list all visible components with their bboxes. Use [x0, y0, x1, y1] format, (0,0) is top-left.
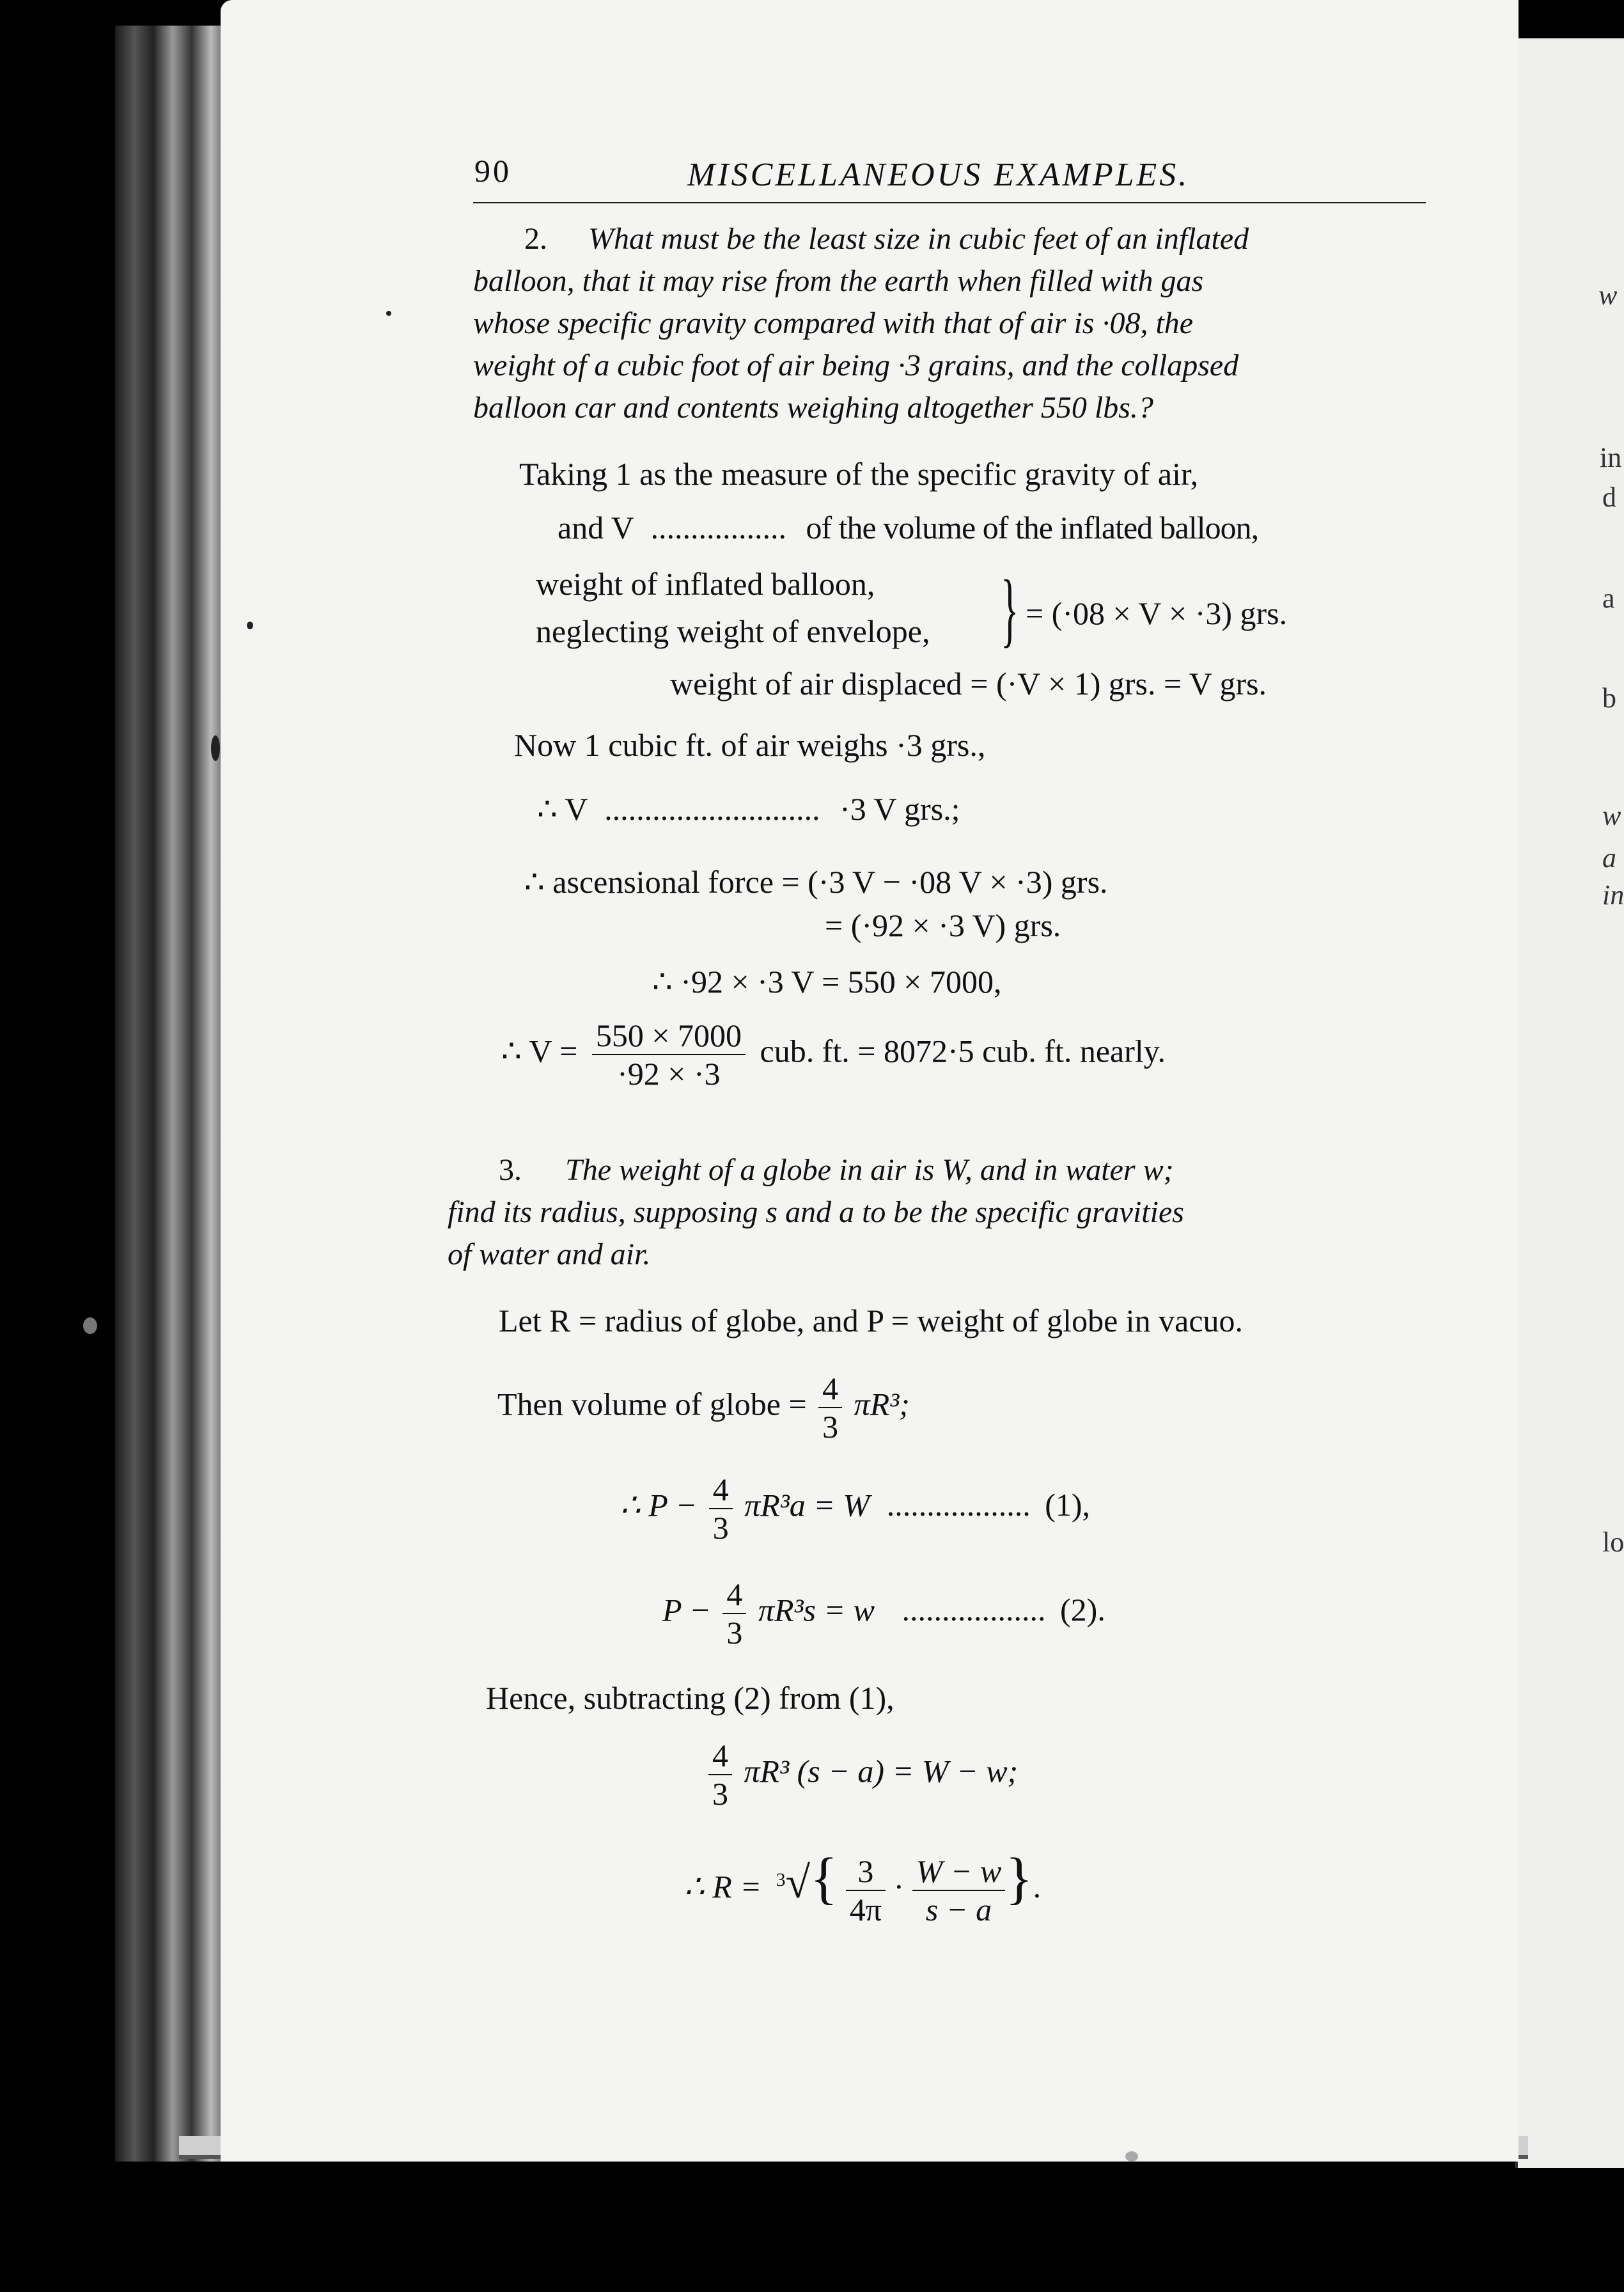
volume-result: cub. ft. = 8072·5 cub. ft. nearly. — [760, 1033, 1166, 1069]
fraction-denominator: 3 — [726, 1615, 743, 1651]
example2-solution-line10: ∴ ·92 × ·3 V = 550 × 7000, — [652, 964, 1002, 1000]
example2-question-line5: balloon car and contents weighing altogether 550 lbs.? — [473, 391, 1153, 425]
example3-number: 3. — [499, 1153, 522, 1187]
scan-speck — [247, 622, 253, 629]
running-title: MISCELLANEOUS EXAMPLES. — [687, 157, 1190, 193]
example2-solution-line4: neglecting weight of envelope, — [536, 613, 930, 649]
facing-page-edge — [1515, 38, 1624, 2168]
fraction-numerator: 550 × 7000 — [592, 1017, 746, 1055]
example3-equation-2 — [662, 1576, 1105, 1651]
margin-fragment: b — [1602, 682, 1616, 714]
fraction-numerator: 4 — [709, 1471, 733, 1509]
fraction-numerator: W − w — [912, 1853, 1006, 1891]
equation2-rhs: πR³s = w — [758, 1592, 875, 1628]
margin-fragment: in — [1602, 879, 1624, 911]
example2-solution-line8: ∴ ascensional force = (·3 V − ·08 V × ·3) grs. — [524, 864, 1108, 900]
product-dot: · — [893, 1869, 912, 1904]
four-thirds-fraction — [709, 1471, 733, 1546]
example3-solution-line6 — [708, 1737, 1018, 1812]
example2-solution-line5: weight of air displaced = (·V × 1) grs. = V grs. — [670, 666, 1267, 702]
cube-root-index: 3 — [776, 1869, 786, 1891]
therefore-v: ∴ V — [537, 791, 588, 827]
leader-dots: .................. — [886, 1487, 1031, 1523]
fraction-numerator: 4 — [818, 1370, 842, 1408]
margin-fragment: d — [1602, 482, 1616, 513]
equation2-label: (2). — [1060, 1592, 1105, 1628]
weight-result: ·3 V grs.; — [839, 791, 960, 827]
radical-sign-icon: √ — [785, 1858, 811, 1908]
example3-question-line2: find its radius, supposing s and a to be the specific gravities — [448, 1195, 1184, 1229]
therefore-v-equals: ∴ V = — [501, 1033, 578, 1069]
margin-fragment: a — [1602, 583, 1615, 614]
example3-question-line3: of water and air. — [448, 1237, 651, 1271]
equation1-lhs: ∴ P − — [620, 1487, 698, 1523]
example2-solution-line11 — [501, 1017, 1166, 1092]
scan-speck — [386, 311, 391, 316]
example2-question-line3: whose specific gravity compared with that of air is ·08, the — [473, 306, 1194, 340]
header-rule — [473, 202, 1426, 203]
example2-question-line2: balloon, that it may rise from the earth when filled with gas — [473, 264, 1204, 298]
example3-solution-line1: Let R = radius of globe, and P = weight of globe in vacuo. — [499, 1303, 1244, 1338]
three-over-four-pi — [846, 1853, 886, 1928]
weight-difference-fraction — [912, 1853, 1006, 1928]
fraction-numerator: 4 — [708, 1737, 732, 1775]
leader-dots: ................. — [650, 510, 786, 546]
example2-solution-line34-rhs: = (·08 × V × ·3) grs. — [1026, 595, 1288, 631]
example3-solution-line5: Hence, subtracting (2) from (1), — [486, 1680, 894, 1716]
margin-fragment: in — [1600, 442, 1622, 473]
and-v: and V — [558, 510, 634, 546]
fraction-denominator: 3 — [822, 1409, 839, 1445]
four-thirds-fraction — [722, 1576, 746, 1651]
volume-expression: πR³; — [854, 1386, 910, 1422]
fraction-denominator: 3 — [712, 1776, 728, 1812]
example3-question-line1: The weight of a globe in air is W, and in water w; — [565, 1153, 1174, 1187]
volume-fraction — [592, 1017, 746, 1092]
example3-solution-line7: ∴ R = $^3$√{ $\frac{3}{4\pi}$ · $\frac{W - w}{s - a}$ }. — [684, 1847, 1042, 1927]
example2-question-line4: weight of a cubic foot of air being ·3 grains, and the collapsed — [473, 349, 1239, 382]
margin-fragment: a — [1602, 842, 1616, 874]
scan-speck — [83, 1317, 97, 1334]
margin-fragment: w — [1602, 800, 1621, 831]
difference-equation: πR³ (s − a) = W − w; — [744, 1753, 1019, 1789]
volume-definition: of the volume of the inflated balloon, — [806, 510, 1259, 546]
right-brace: } — [1005, 1847, 1033, 1910]
radius-lhs: ∴ R = — [684, 1869, 762, 1904]
example2-solution-line9: = (·92 × ·3 V) grs. — [825, 907, 1061, 943]
fraction-denominator: 3 — [712, 1510, 729, 1546]
right-brace: } — [1001, 563, 1019, 655]
example2-solution-line7 — [537, 790, 960, 828]
fraction-numerator: 3 — [846, 1853, 886, 1891]
margin-fragment: lo — [1602, 1527, 1624, 1558]
example2-number: 2. — [524, 222, 547, 256]
fraction-denominator: ·92 × ·3 — [617, 1056, 721, 1092]
equation2-lhs: P − — [662, 1592, 711, 1628]
fraction-numerator: 4 — [722, 1576, 746, 1614]
volume-label: Then volume of globe = — [497, 1386, 807, 1422]
left-brace: { — [810, 1847, 838, 1910]
example2-solution-line2-start — [558, 509, 1258, 546]
equation1-label: (1), — [1045, 1487, 1090, 1523]
page-number: 90 — [474, 153, 511, 189]
four-thirds-fraction — [708, 1737, 732, 1812]
example2-solution-line6: Now 1 cubic ft. of air weighs ·3 grs., — [514, 727, 986, 763]
margin-fragment: w — [1598, 279, 1618, 311]
equation1-rhs: πR³a = W — [744, 1487, 870, 1523]
leader-dots: .................. — [902, 1592, 1046, 1628]
scan-speck — [211, 735, 220, 761]
fraction-denominator: 4π — [849, 1891, 882, 1927]
four-thirds-fraction — [818, 1370, 842, 1445]
example2-question-line1: What must be the least size in cubic feet of an inflated — [588, 222, 1249, 256]
example2-solution-line3: weight of inflated balloon, — [536, 566, 875, 602]
leader-dots: ........................... — [604, 791, 820, 827]
fraction-denominator: s − a — [925, 1891, 992, 1927]
example3-solution-line2 — [497, 1370, 910, 1445]
example2-solution-line1: Taking 1 as the measure of the specific gravity of air, — [519, 456, 1199, 492]
example3-equation-1 — [620, 1471, 1090, 1546]
scan-speck — [1125, 2151, 1138, 2162]
